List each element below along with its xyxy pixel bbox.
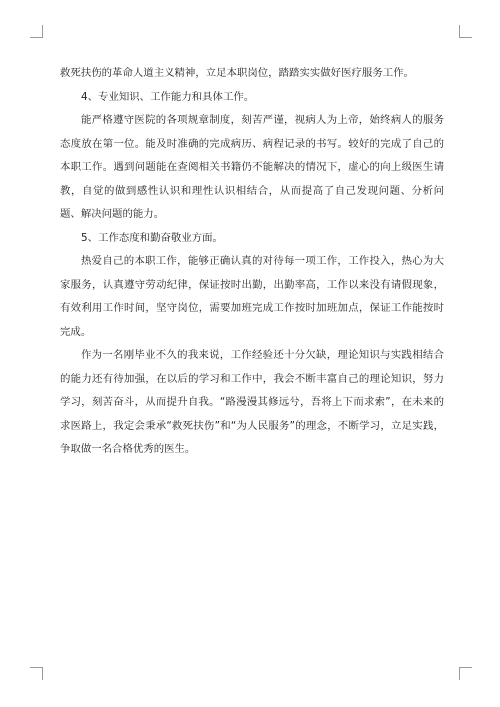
paragraph-conclusion: 作为一名刚毕业不久的我来说，工作经验还十分欠缺，理论知识与实践相结合的能力还有待加强，在以后的学习和工作中，我会不断丰富自己的理论知识，努力学习，刻苦奋斗，从而提升自我。“路漫漫其修远兮，吾将上下而求索”，在未来的求医路上，我定会秉承“救死扶伤”和“为人民服务”的理念，不断学习，立足实践，争取做一名合格优秀的医生。: [60, 349, 444, 455]
paragraph-work-ability: 能严格遵守医院的各项规章制度，刻苦严谨，视病人为上帝，始终病人的服务态度放在第一位。能及时准确的完成病历、病程记录的书写。较好的完成了自己的本职工作。遇到问题能在查阅相关书籍仍不能解决的情况下，虚心的向上级医生请教，自觉的做到感性认识和理性认识相结合，从而提高了自己发现问题、分析问题、解决问题的能力。: [60, 114, 444, 220]
document-body: [60, 62, 444, 462]
crop-mark-bottom-right: [459, 667, 472, 680]
section-heading-professional-knowledge: 4、专业知识、工作能力和具体工作。: [81, 90, 255, 103]
crop-mark-top-right: [459, 25, 472, 38]
section-heading-work-attitude: 5、工作态度和勤奋敬业方面。: [81, 231, 223, 244]
crop-mark-top-left: [30, 25, 43, 38]
crop-mark-bottom-left: [30, 667, 43, 680]
paragraph-continuation: 救死扶伤的革命人道主义精神，立足本职岗位，踏踏实实做好医疗服务工作。: [60, 67, 414, 79]
paragraph-work-attitude: 热爱自己的本职工作，能够正确认真的对待每一项工作，工作投入，热心为大家服务，认真遵守劳动纪律，保证按时出勤，出勤率高，工作以来没有请假现象，有效利用工作时间，坚守岗位，需要加班完成工作按时加班加点，保证工作能按时完成。: [60, 255, 444, 338]
